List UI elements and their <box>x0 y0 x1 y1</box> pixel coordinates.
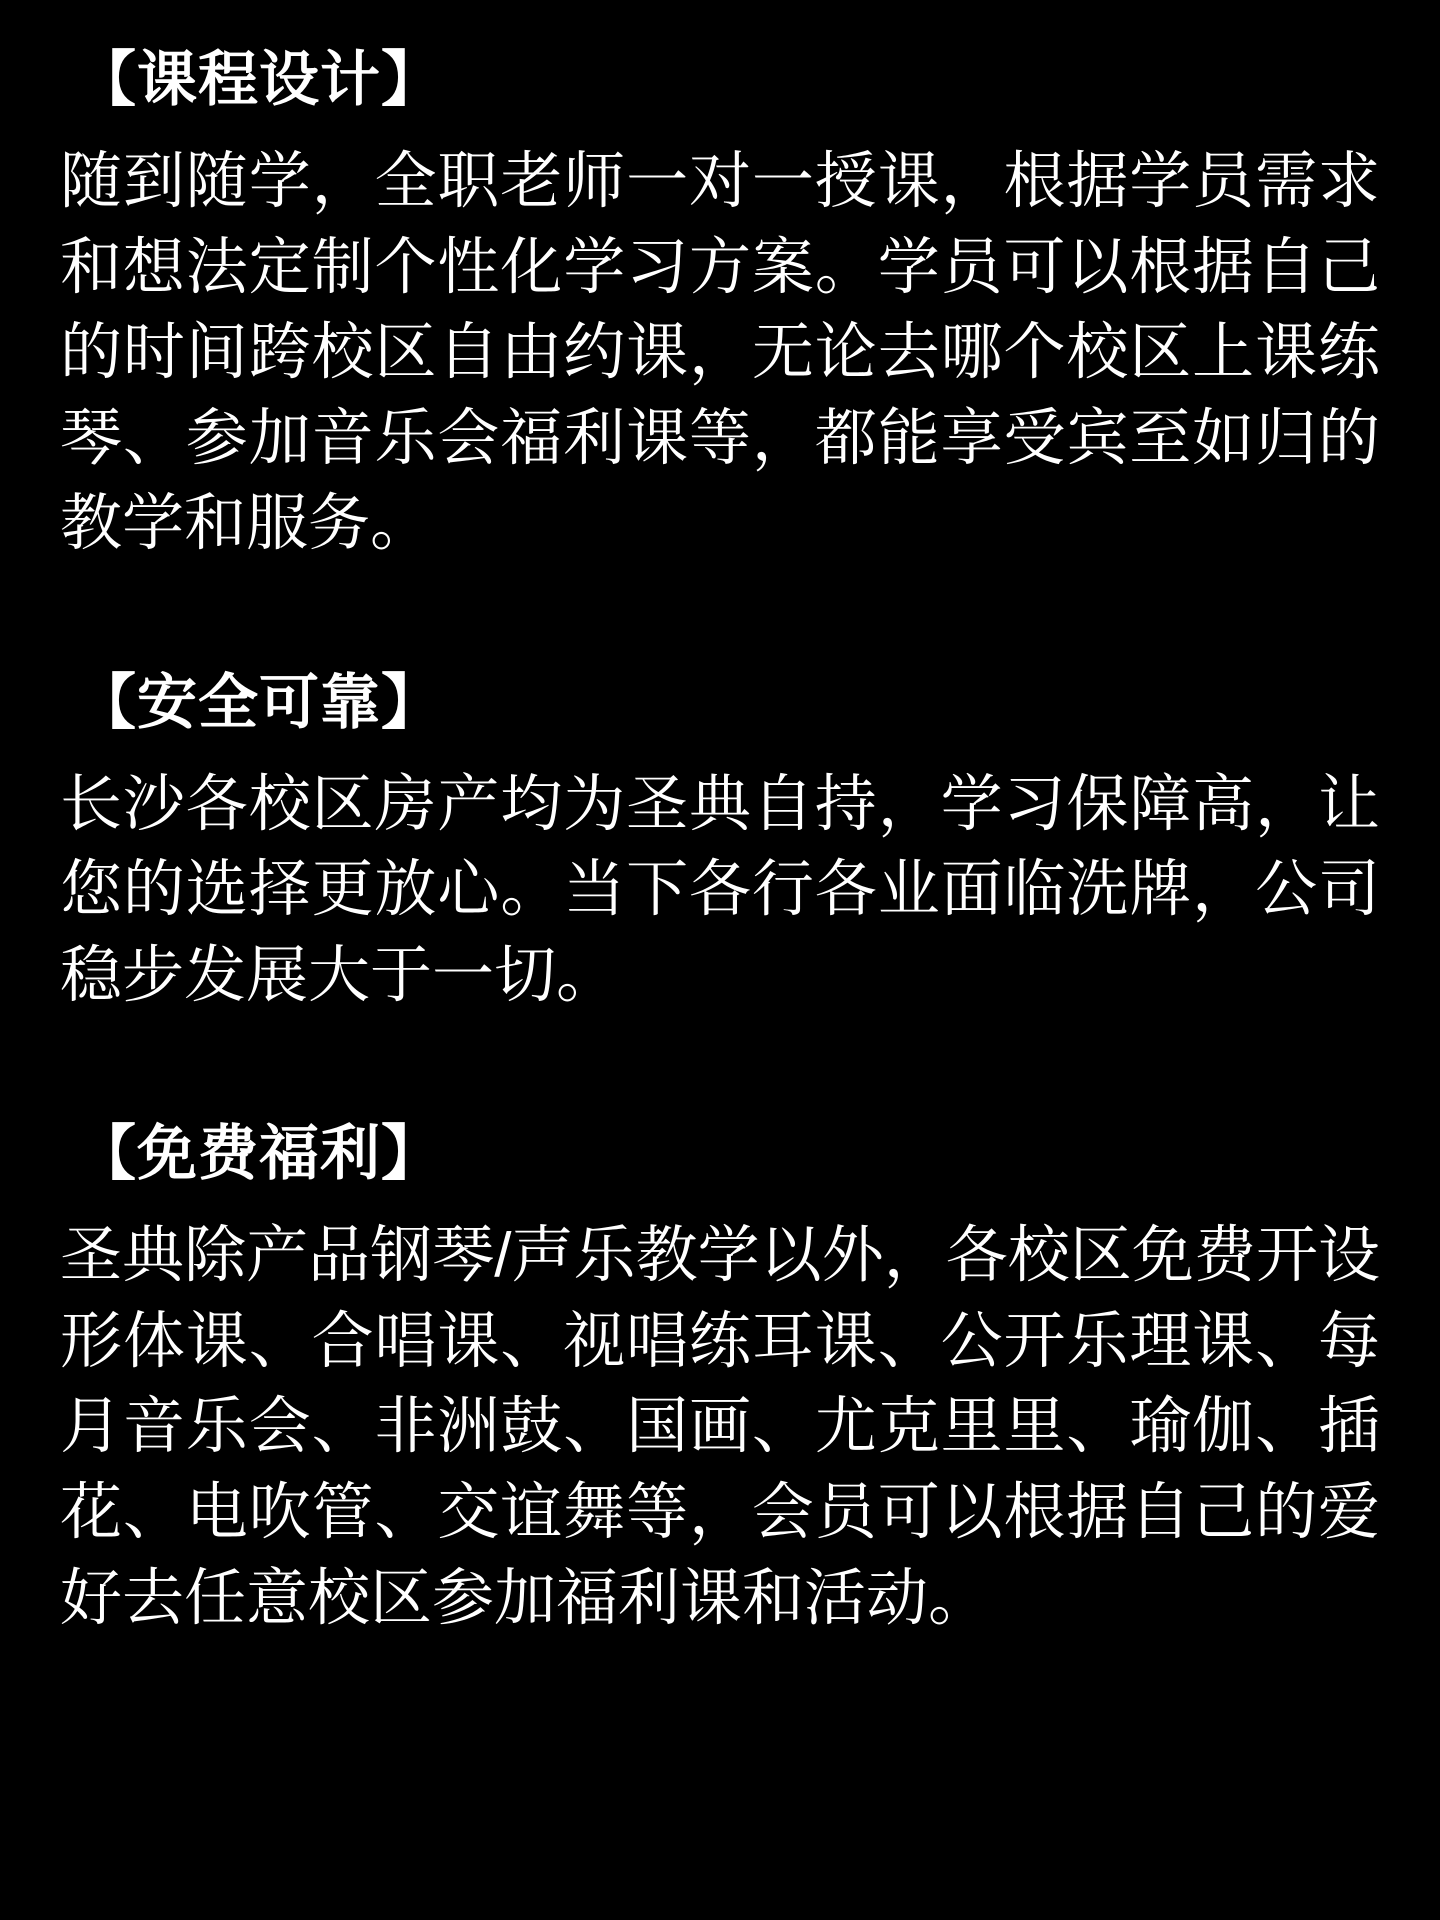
section-safety <box>60 663 1380 1019</box>
section-body-course-design: 随到随学，全职老师一对一授课，根据学员需求和想法定制个性化学习方案。学员可以根据自己的时间跨校区自由约课，无论去哪个校区上课练琴、参加音乐会福利课等，都能享受宾至如归的教学和服务。 <box>60 147 1380 559</box>
section-body-free-benefits: 圣典除产品钢琴/声乐教学以外，各校区免费开设形体课、合唱课、视唱练耳课、公开乐理课、每月音乐会、非洲鼓、国画、尤克里里、瑜伽、插花、电吹管、交谊舞等，会员可以根据自己的爱好去任意校区参加福利课和活动。 <box>60 1221 1380 1633</box>
section-heading-safety: 【安全可靠】 <box>76 667 442 738</box>
section-free-benefits <box>60 1114 1380 1641</box>
section-course-design <box>60 40 1380 567</box>
section-heading-free-benefits: 【免费福利】 <box>76 1119 442 1190</box>
section-heading-course-design: 【课程设计】 <box>76 45 442 115</box>
section-body-safety: 长沙各校区房产均为圣典自持，学习保障高，让您的选择更放心。当下各行各业面临洗牌，公司稳步发展大于一切。 <box>60 769 1380 1010</box>
